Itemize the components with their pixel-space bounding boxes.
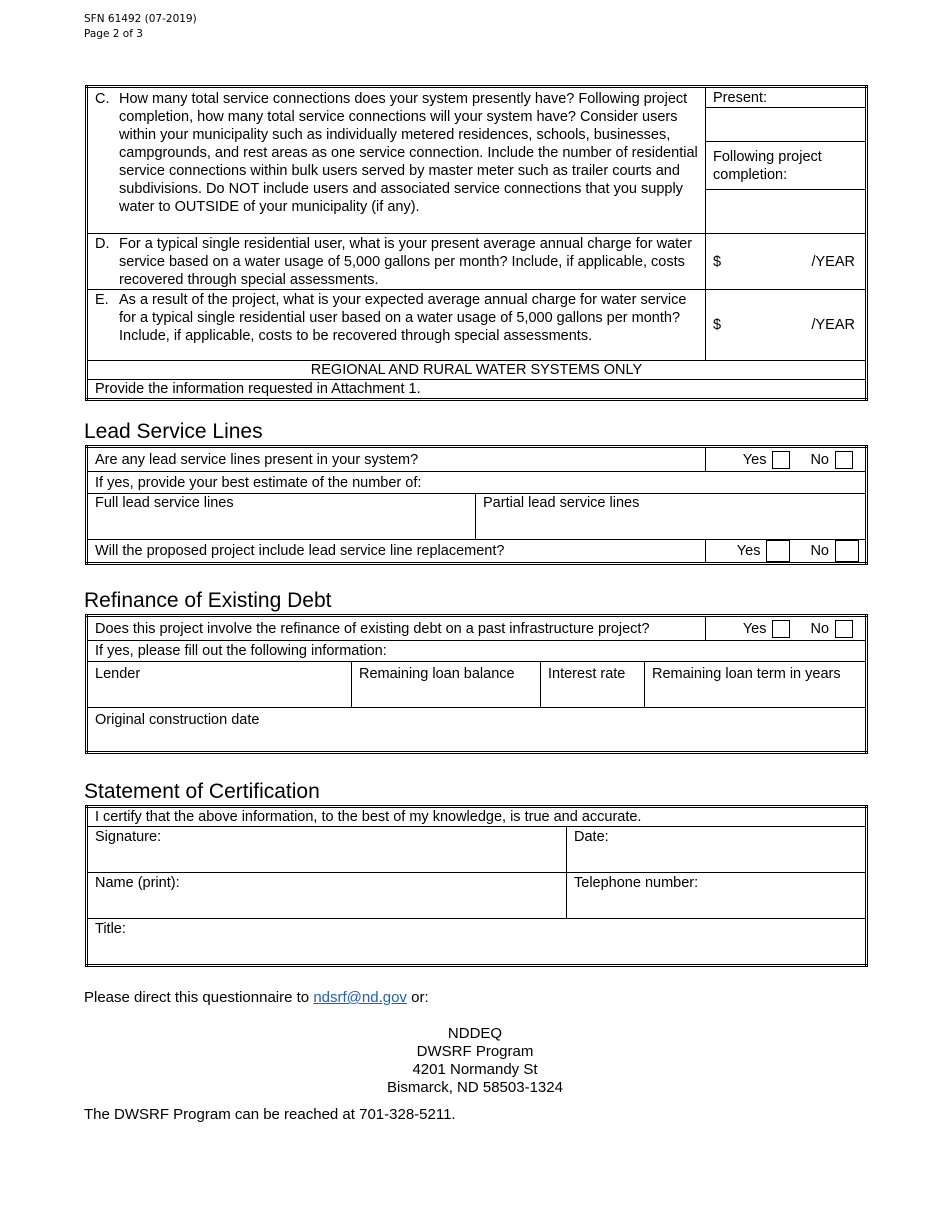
certification-section-title: Statement of Certification (84, 780, 320, 803)
refinance-yes-checkbox[interactable] (772, 620, 790, 638)
per-year-label: /YEAR (811, 317, 855, 333)
lead-present-no-checkbox[interactable] (835, 451, 853, 469)
per-year-label: /YEAR (811, 253, 855, 270)
no-label: No (810, 451, 829, 468)
lead-present-answer (706, 447, 867, 472)
yes-label: Yes (742, 451, 767, 468)
partial-lead-lines-field[interactable] (476, 494, 867, 540)
certification-statement: I certify that the above information, to the best of my knowledge, is true and accurate. (87, 807, 867, 827)
lender-label: Lender (95, 666, 141, 682)
loan-term-label: Remaining loan term in years (652, 666, 841, 682)
question-c-text: How many total service connections does your system presently have? Following project completion, how many total service connections will your system have? Consider users within your municipality such as individually metered residences, schools, businesses, campgrounds, and rest areas as one service connection. Include the number of residential service connections within bulk users served by master meter such as trailer courts and subdivisions. Do NOT include users and associated service connections that you supply water to OUTSIDE of your municipality (if any). (119, 91, 698, 215)
annual-charge-present-input[interactable] (706, 234, 867, 290)
lead-replacement-yes-checkbox[interactable] (766, 540, 790, 562)
following-label: Following project completion: (706, 142, 867, 190)
page-number: Page 2 of 3 (84, 28, 143, 40)
loan-balance-field[interactable] (352, 662, 541, 708)
contact-suffix: or: (406, 989, 429, 1006)
question-d-letter: D. (95, 236, 110, 252)
full-lead-lines-field[interactable] (87, 494, 476, 540)
interest-rate-field[interactable] (541, 662, 645, 708)
address-line: DWSRF Program (416, 1043, 534, 1060)
question-e-text: As a result of the project, what is your expected average annual charge for water service for a typical single residential user based on a water usage of 5,000 gallons per month? Include, if applicable, costs to be recovered through special assessments. (119, 292, 687, 344)
certification-table (85, 805, 868, 967)
annual-charge-expected-input[interactable] (706, 290, 867, 361)
contact-prefix: Please direct this questionnaire to (84, 989, 314, 1006)
name-label: Name (print): (95, 875, 180, 891)
date-label: Date: (574, 829, 609, 845)
refinance-table (85, 614, 868, 754)
address-line: Bismarck, ND 58503-1324 (387, 1079, 563, 1096)
following-input[interactable] (706, 190, 867, 234)
refinance-fill-label: If yes, please fill out the following information: (87, 641, 867, 662)
no-label: No (810, 620, 830, 637)
currency-sign: $ (713, 253, 722, 270)
form-header (84, 12, 197, 42)
lead-replacement-question: Will the proposed project include lead service line replacement? (87, 540, 706, 564)
telephone-field[interactable] (567, 873, 867, 919)
question-c-letter: C. (95, 91, 110, 107)
question-d-cell (87, 234, 706, 290)
mailing-address (0, 1025, 950, 1097)
lead-estimate-label: If yes, provide your best estimate of the number of: (87, 472, 867, 494)
signature-field[interactable] (87, 827, 567, 873)
lead-present-yes-checkbox[interactable] (772, 451, 790, 469)
date-field[interactable] (567, 827, 867, 873)
address-line: 4201 Normandy St (412, 1061, 538, 1078)
telephone-label: Telephone number: (574, 875, 699, 891)
question-e-cell (87, 290, 706, 361)
yes-label: Yes (736, 543, 761, 559)
refinance-no-checkbox[interactable] (835, 620, 853, 638)
lead-present-question: Are any lead service lines present in your system? (87, 447, 706, 472)
lead-section-title: Lead Service Lines (84, 420, 263, 443)
lead-table (85, 445, 868, 565)
title-field[interactable] (87, 919, 867, 966)
refinance-question: Does this project involve the refinance of existing debt on a past infrastructure project? (87, 616, 706, 641)
question-d-text: For a typical single residential user, what is your present average annual charge for water service based on a water usage of 5,000 gallons per month? Include, if applicable, costs recovered through special assessments. (119, 236, 693, 288)
construction-date-field[interactable] (87, 708, 867, 753)
refinance-section-title: Refinance of Existing Debt (84, 589, 332, 612)
interest-rate-label: Interest rate (548, 666, 626, 682)
questions-table (85, 85, 868, 401)
phone-line: The DWSRF Program can be reached at 701-328-5211. (84, 1106, 456, 1123)
email-link[interactable]: ndsrf@nd.gov (313, 989, 407, 1006)
regional-header: REGIONAL AND RURAL WATER SYSTEMS ONLY (87, 361, 867, 380)
contact-line (84, 989, 429, 1007)
regional-text: Provide the information requested in Attachment 1. (87, 380, 867, 400)
present-label: Present: (706, 87, 867, 108)
loan-balance-label: Remaining loan balance (359, 666, 515, 682)
refinance-answer (706, 616, 867, 641)
no-label: No (810, 543, 829, 559)
question-e-letter: E. (95, 292, 109, 308)
currency-sign: $ (713, 317, 722, 333)
lead-replacement-no-checkbox[interactable] (835, 540, 859, 562)
loan-term-field[interactable] (645, 662, 867, 708)
name-field[interactable] (87, 873, 567, 919)
lender-field[interactable] (87, 662, 352, 708)
lead-replacement-answer (706, 540, 867, 564)
form-number: SFN 61492 (07-2019) (84, 13, 197, 25)
full-lead-lines-label: Full lead service lines (95, 495, 234, 511)
address-line: NDDEQ (447, 1025, 503, 1042)
yes-label: Yes (742, 620, 767, 637)
question-c-cell (87, 87, 706, 234)
partial-lead-lines-label: Partial lead service lines (483, 495, 640, 511)
title-label: Title: (95, 921, 126, 937)
construction-date-label: Original construction date (95, 712, 260, 728)
present-input[interactable] (706, 108, 867, 142)
signature-label: Signature: (95, 829, 162, 845)
